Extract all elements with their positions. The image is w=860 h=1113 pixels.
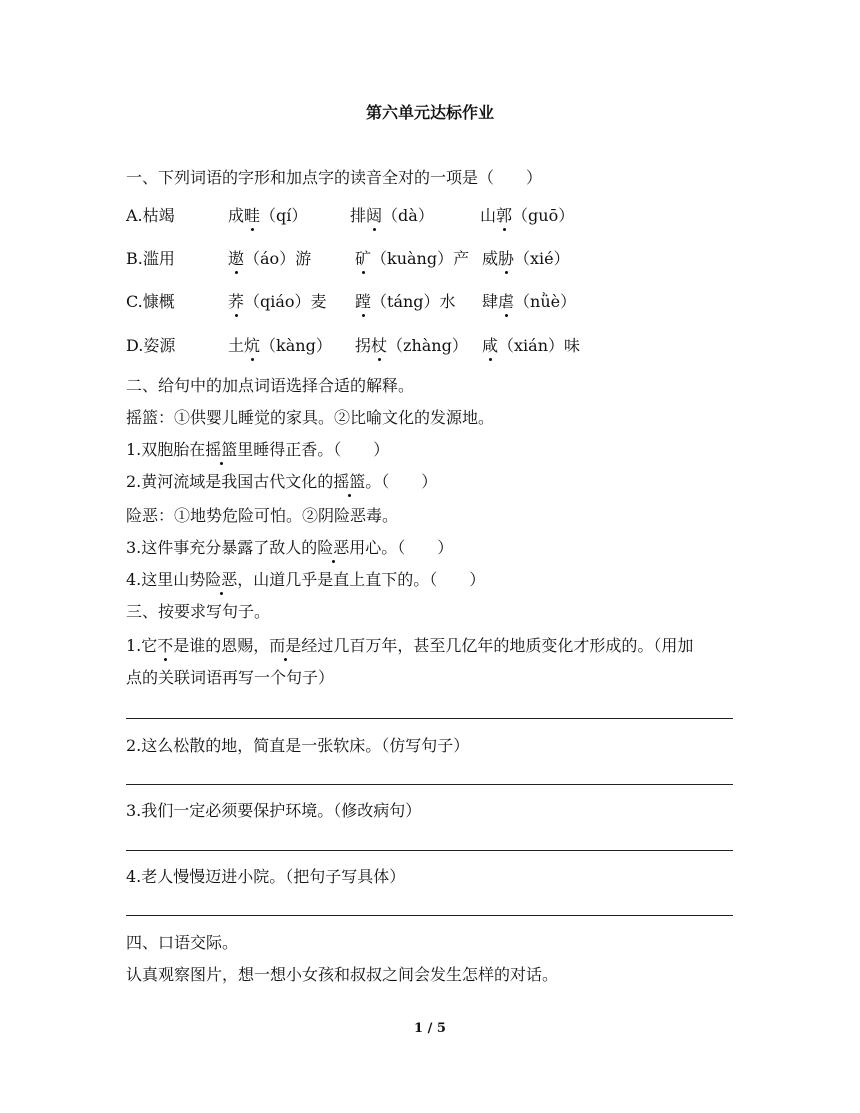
option-label: B.滥用 <box>126 249 175 268</box>
option-word-2 <box>355 336 468 356</box>
sentence-text: 4.这里山势 <box>126 570 206 589</box>
q4-heading: 四、口语交际。 <box>126 933 239 952</box>
q3-item-3: 3.我们一定必须要保护环境。（修改病句） <box>126 801 422 820</box>
q3-item-2: 2.这么松散的地，简直是一张软床。（仿写句子） <box>126 736 470 755</box>
dotted-word: 摇篮 <box>205 440 238 459</box>
sentence-text: 用心。（ ） <box>349 538 454 557</box>
dotted-word: 摇篮 <box>333 472 366 491</box>
option-label: D.姿源 <box>126 336 176 355</box>
dotted-char: 炕 <box>244 336 261 355</box>
pinyin: （qí） <box>260 206 308 225</box>
option-word-1 <box>228 206 307 226</box>
pinyin: （dà） <box>382 206 434 225</box>
option-word-1 <box>228 249 311 269</box>
definition-yaolan: 摇篮：①供婴儿睡觉的家具。②比喻文化的发源地。 <box>126 408 495 427</box>
sentence-text: 经过几百万年，甚至几亿年的地质变化才形成的。（用加 <box>301 636 694 655</box>
q3-item-1 <box>126 636 693 656</box>
dotted-char: 遨 <box>228 249 245 268</box>
option-word-3 <box>482 336 580 356</box>
pinyin: （zhàng） <box>387 336 468 355</box>
dotted-word: 险恶 <box>205 570 238 589</box>
option-word-3 <box>480 206 574 226</box>
word-prefix: 山 <box>480 206 497 225</box>
sentence-text: 。（ ） <box>365 472 438 491</box>
pinyin: （qiáo）麦 <box>244 292 327 311</box>
pinyin: （kuàng）产 <box>371 249 470 268</box>
word-prefix: 肆 <box>482 292 499 311</box>
pinyin: （áo）游 <box>244 249 312 268</box>
answer-line[interactable] <box>126 718 733 719</box>
option-label: C.慷概 <box>126 292 175 311</box>
pinyin: （táng）水 <box>371 292 456 311</box>
answer-line[interactable] <box>126 915 733 916</box>
page-title: 第六单元达标作业 <box>365 103 494 122</box>
dotted-char: 蹚 <box>355 292 372 311</box>
word-prefix: 土 <box>228 336 245 355</box>
word-prefix: 拐 <box>355 336 372 355</box>
q2-sentence-3 <box>126 538 453 558</box>
option-word-2 <box>355 249 469 269</box>
option-word-2 <box>355 292 456 312</box>
sentence-text: 3.这件事充分暴露了敌人的 <box>126 538 318 557</box>
dotted-word: 它不是 <box>141 636 190 655</box>
option-word-1 <box>228 336 332 356</box>
word-prefix: 成 <box>228 206 245 225</box>
page-number: 1 / 5 <box>414 1021 446 1036</box>
word-prefix: 威 <box>482 249 499 268</box>
option-word-1 <box>228 292 327 312</box>
sentence-text: 里睡得正香。（ ） <box>237 440 390 459</box>
dotted-word: 而是 <box>269 636 302 655</box>
q2-sentence-2 <box>126 472 437 492</box>
pinyin: （xián）味 <box>498 336 581 355</box>
option-word-3 <box>482 292 576 312</box>
answer-line[interactable] <box>126 850 733 851</box>
sentence-text: ，山道几乎是直上直下的。（ ） <box>237 570 486 589</box>
q2-sentence-4 <box>126 570 485 590</box>
word-prefix: 排 <box>350 206 367 225</box>
dotted-char: 畦 <box>244 206 261 225</box>
q4-prompt: 认真观察图片，想一想小女孩和叔叔之间会发生怎样的对话。 <box>126 965 559 984</box>
definition-xiane: 险恶：①地势危险可怕。②阴险恶毒。 <box>126 506 399 525</box>
sentence-text: 谁的恩赐， <box>189 636 270 655</box>
pinyin: （xié） <box>514 249 570 268</box>
dotted-char: 郭 <box>496 206 513 225</box>
sentence-text: 2.黄河流域是我国古代文化的 <box>126 472 334 491</box>
dotted-char: 杖 <box>371 336 388 355</box>
dotted-word: 险恶 <box>317 538 350 557</box>
option-word-2 <box>350 206 434 226</box>
q2-heading: 二、给句中的加点词语选择合适的解释。 <box>126 376 415 395</box>
q2-sentence-1 <box>126 440 389 460</box>
dotted-char: 虐 <box>498 292 515 311</box>
dotted-char: 矿 <box>355 249 372 268</box>
pinyin: （kàng） <box>260 336 332 355</box>
pinyin: （guō） <box>512 206 575 225</box>
q3-item-4: 4.老人慢慢迈进小院。（把句子写具体） <box>126 867 406 886</box>
answer-line[interactable] <box>126 784 733 785</box>
pinyin: （nǜè） <box>514 292 577 311</box>
dotted-char: 荞 <box>228 292 245 311</box>
dotted-char: 闼 <box>366 206 383 225</box>
q3-heading: 三、按要求写句子。 <box>126 602 271 621</box>
dotted-char: 咸 <box>482 336 499 355</box>
item-number: 1. <box>126 636 142 655</box>
option-word-3 <box>482 249 570 269</box>
option-label: A.枯竭 <box>126 206 175 225</box>
q3-item-1-line-2: 点的关联词语再写一个句子） <box>126 668 335 687</box>
sentence-text: 1.双胞胎在 <box>126 440 206 459</box>
dotted-char: 胁 <box>498 249 515 268</box>
q1-heading: 一、下列词语的字形和加点字的读音全对的一项是（ ） <box>126 168 543 187</box>
